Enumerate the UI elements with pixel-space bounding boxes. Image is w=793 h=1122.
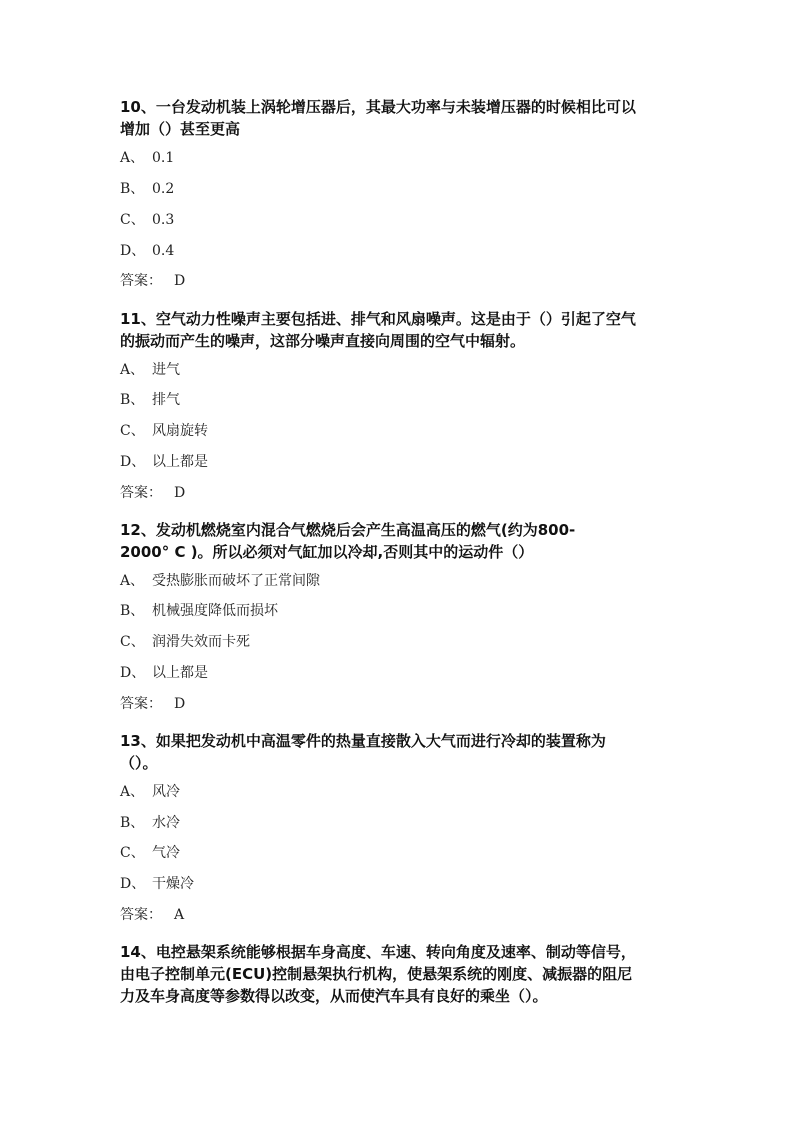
question-12-answer — [120, 695, 185, 713]
option-text: 润滑失效而卡死 — [152, 634, 250, 650]
question-12-option-c — [120, 633, 250, 651]
option-text: 风冷 — [152, 784, 180, 800]
question-14-stem-line-1: 14、电控悬架系统能够根据车身高度、车速、转向角度及速率、制动等信号， — [120, 943, 636, 961]
question-11-option-d — [120, 453, 208, 471]
answer-label: 答案： — [120, 696, 162, 712]
answer-value: A — [174, 907, 185, 923]
option-label: B、 — [120, 181, 145, 197]
option-text: 水冷 — [152, 815, 180, 831]
question-13-stem-line-1: 13、如果把发动机中高温零件的热量直接散入大气而进行冷却的装置称为 — [120, 732, 606, 750]
question-14-stem-line-3: 力及车身高度等参数得以改变，从而使汽车具有良好的乘坐（）。 — [120, 987, 548, 1005]
question-11-stem-line-1: 11、空气动力性噪声主要包括进、排气和风扇噪声。这是由于（）引起了空气 — [120, 310, 636, 328]
option-label: D、 — [120, 243, 146, 259]
option-text: 排气 — [152, 392, 180, 408]
option-label: B、 — [120, 392, 145, 408]
question-11-option-a — [120, 361, 180, 379]
option-text: 0.4 — [152, 243, 175, 259]
answer-value: D — [174, 273, 186, 289]
option-label: A、 — [120, 784, 145, 800]
question-13-answer — [120, 906, 184, 924]
question-13-stem — [120, 730, 680, 774]
answer-value: D — [174, 696, 186, 712]
option-text: 受热膨胀而破坏了正常间隙 — [152, 573, 320, 589]
answer-label: 答案： — [120, 485, 162, 501]
question-12-stem-line-2: 2000° C )。所以必须对气缸加以冷却,否则其中的运动件（） — [120, 543, 534, 561]
question-12-option-d — [120, 664, 208, 682]
question-12-option-b — [120, 602, 278, 620]
question-14-stem-line-2: 由电子控制单元(ECU)控制悬架执行机构，使悬架系统的刚度、减振器的阻尼 — [120, 965, 633, 983]
option-text: 风扇旋转 — [152, 423, 208, 439]
answer-label: 答案： — [120, 907, 162, 923]
question-10-stem-line-2: 增加（）甚至更高 — [120, 120, 241, 138]
question-12-stem-line-1: 12、发动机燃烧室内混合气燃烧后会产生高温高压的燃气(约为800- — [120, 521, 576, 539]
option-text: 机械强度降低而损坏 — [152, 603, 278, 619]
option-label: C、 — [120, 845, 145, 861]
question-11-option-b — [120, 391, 180, 409]
question-10-option-c — [120, 211, 174, 229]
answer-label: 答案： — [120, 273, 162, 289]
question-10-option-b — [120, 180, 174, 198]
question-13-option-a — [120, 783, 180, 801]
option-text: 进气 — [152, 362, 180, 378]
option-label: B、 — [120, 815, 145, 831]
option-label: A、 — [120, 150, 145, 166]
question-10-option-a — [120, 149, 174, 167]
question-11-answer — [120, 484, 185, 502]
question-10-answer — [120, 272, 185, 290]
option-label: C、 — [120, 423, 145, 439]
option-label: D、 — [120, 665, 146, 681]
option-text: 以上都是 — [152, 454, 208, 470]
question-10-option-d — [120, 242, 174, 260]
option-text: 气冷 — [152, 845, 180, 861]
answer-value: D — [174, 485, 186, 501]
option-label: C、 — [120, 212, 145, 228]
option-label: A、 — [120, 362, 145, 378]
question-13-option-c — [120, 844, 180, 862]
question-13-option-d — [120, 875, 194, 893]
question-13-option-b — [120, 814, 180, 832]
question-10-stem-line-1: 10、一台发动机装上涡轮增压器后，其最大功率与未装增压器的时候相比可以 — [120, 98, 636, 116]
option-text: 0.3 — [152, 212, 175, 228]
option-text: 0.2 — [152, 181, 175, 197]
question-12-option-a — [120, 572, 320, 590]
option-text: 0.1 — [152, 150, 175, 166]
option-label: B、 — [120, 603, 145, 619]
option-label: D、 — [120, 454, 146, 470]
option-text: 干燥冷 — [152, 876, 194, 892]
question-10-stem — [120, 96, 680, 140]
option-label: C、 — [120, 634, 145, 650]
option-label: D、 — [120, 876, 146, 892]
question-14-stem — [120, 941, 680, 1007]
question-11-stem-line-2: 的振动而产生的噪声，这部分噪声直接向周围的空气中辐射。 — [120, 332, 526, 350]
question-12-stem — [120, 519, 680, 563]
option-label: A、 — [120, 573, 145, 589]
option-text: 以上都是 — [152, 665, 208, 681]
question-13-stem-line-2: （）。 — [120, 754, 158, 772]
question-11-stem — [120, 308, 680, 352]
question-11-option-c — [120, 422, 208, 440]
